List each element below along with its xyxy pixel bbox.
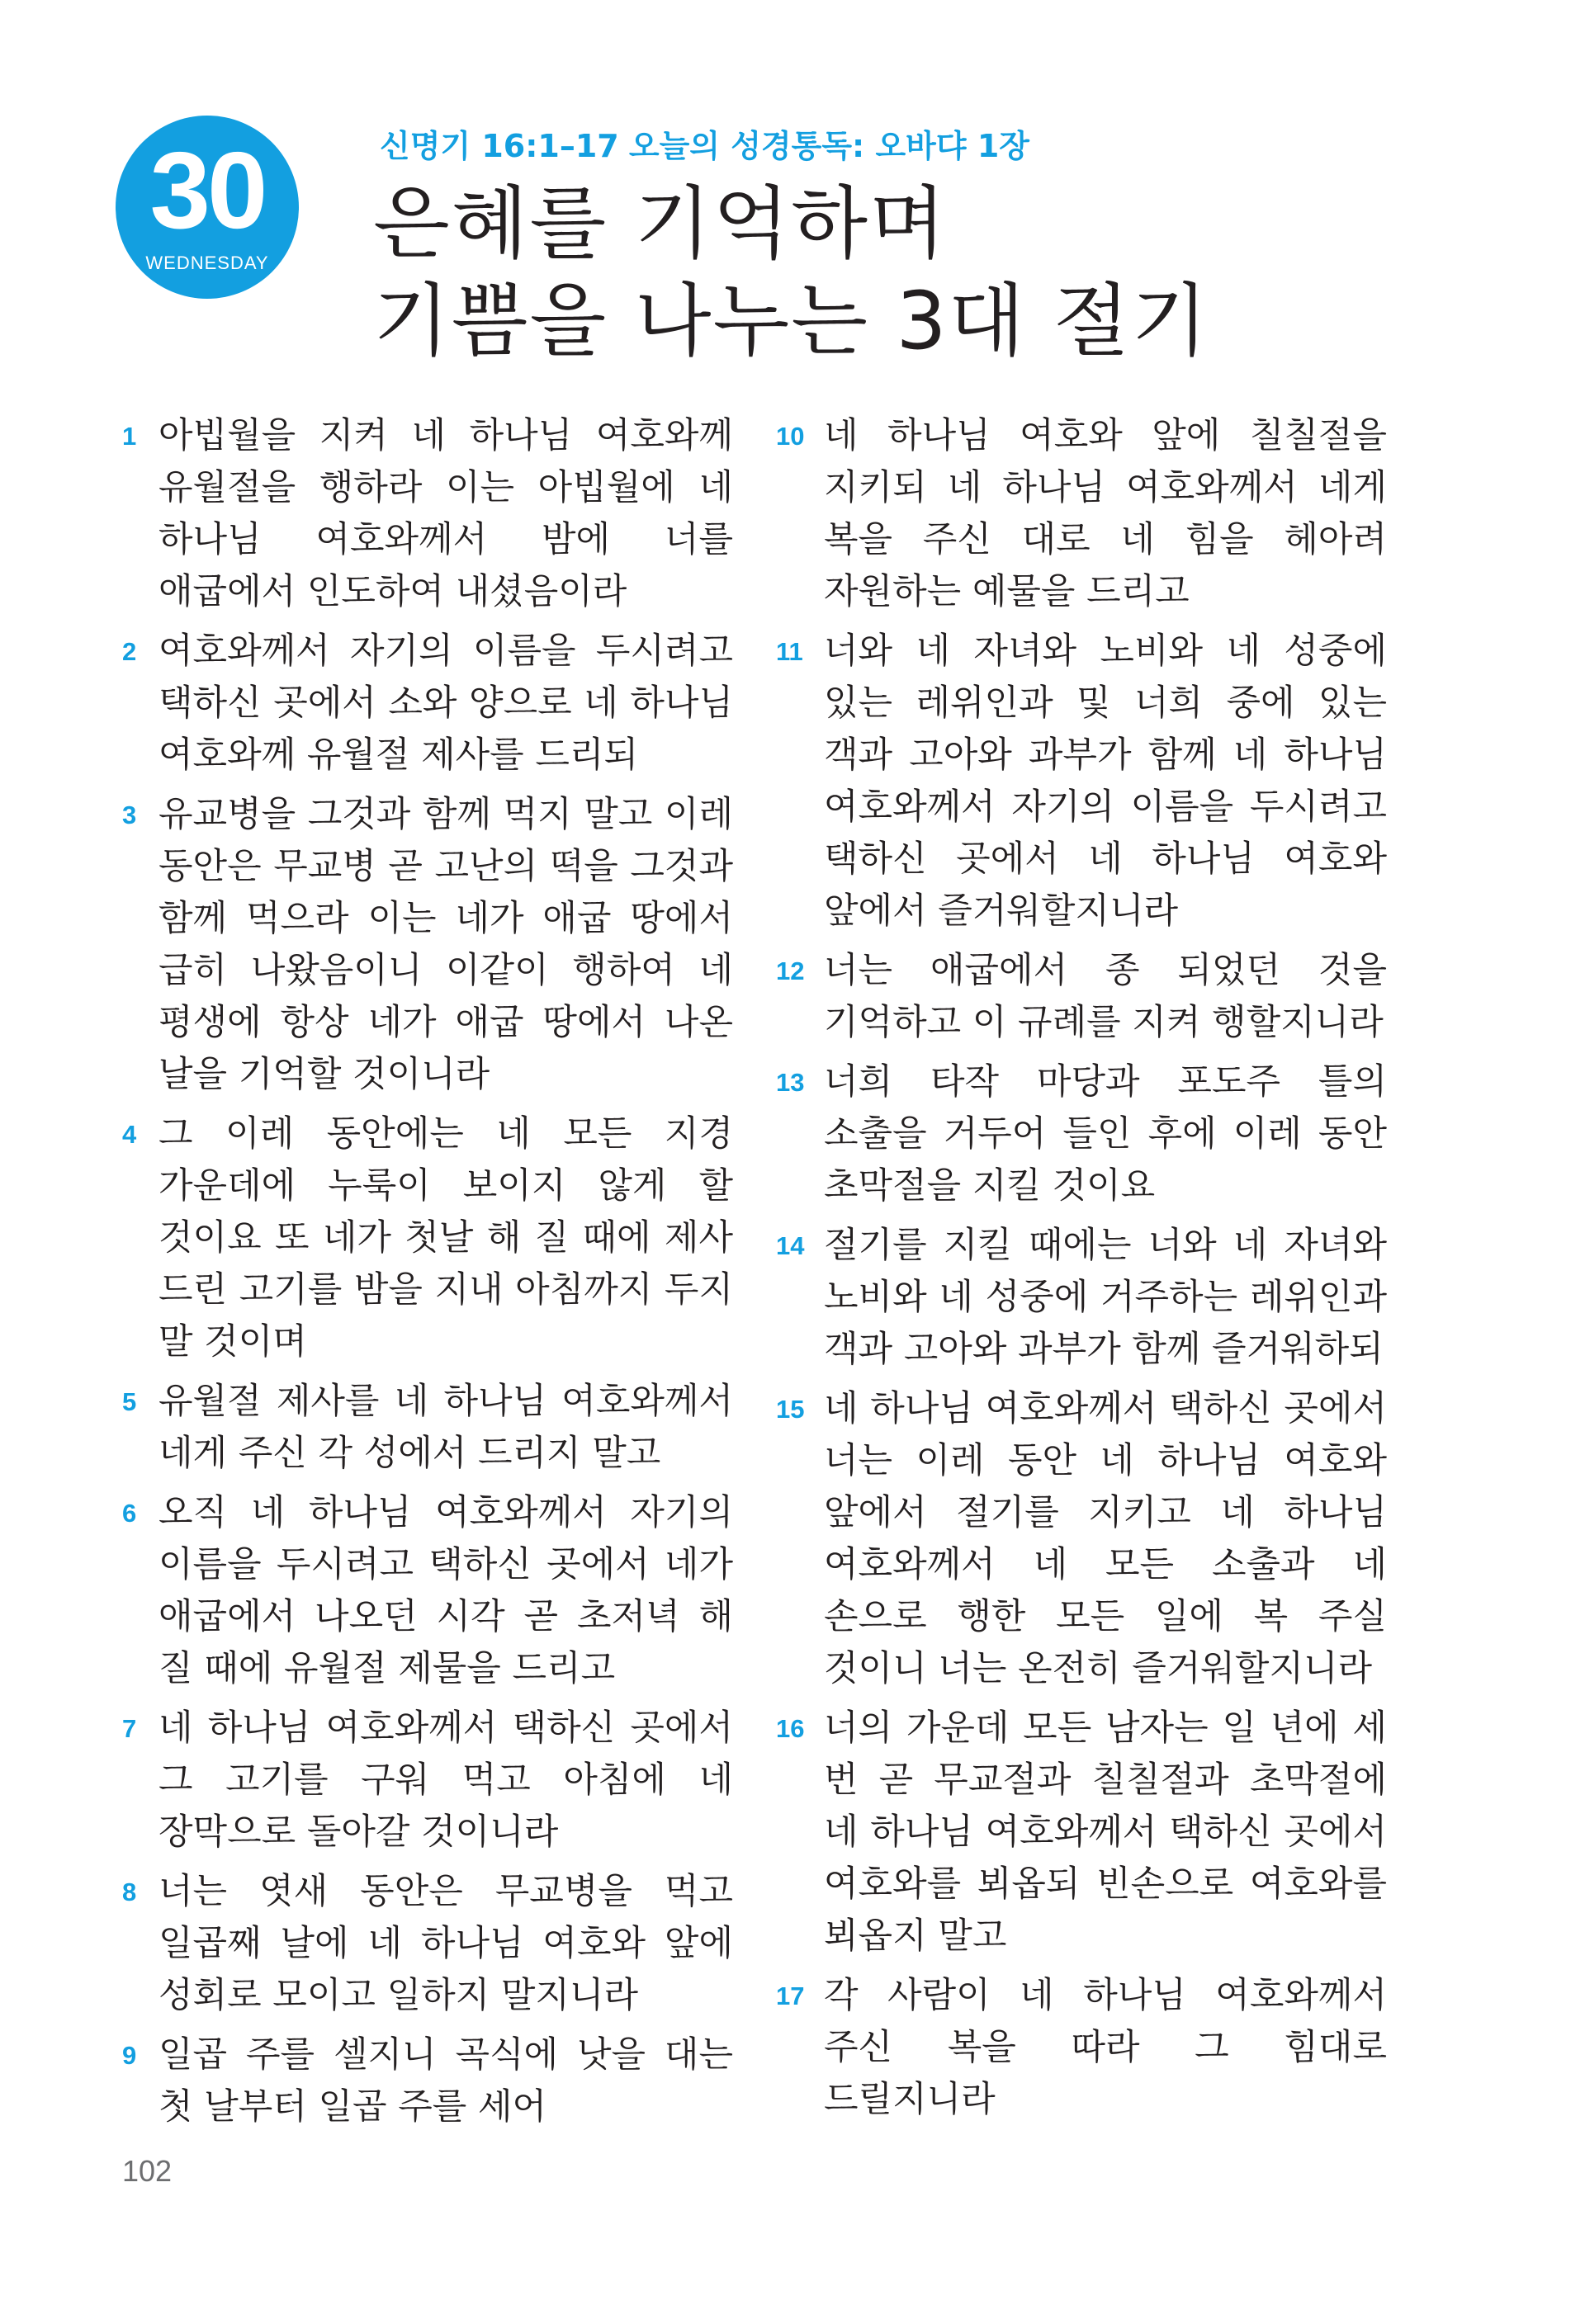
verse-number: 10: [776, 422, 805, 451]
verse-number: 14: [776, 1231, 805, 1260]
verse: [776, 1220, 1387, 1376]
verse: [122, 789, 733, 1101]
verse-text: 네 하나님 여호와께서 택하신 곳에서 너는 이레 동안 네 하나님 여호와 앞에서 절기를 지키고 네 하나님 여호와께서 네 모든 소출과 네 손으로 행한 모든 일에 복 주실 것이니 너는 온전히 즐거워할지니라: [824, 1388, 1387, 1689]
verse: [776, 1056, 1387, 1212]
verse: [776, 1970, 1387, 2126]
verse-number: 4: [122, 1120, 137, 1149]
weekday-label: WEDNESDAY: [145, 253, 269, 273]
verse: [122, 2029, 733, 2133]
verse-number: 3: [122, 801, 137, 829]
verse-text: 너의 가운데 모든 남자는 일 년에 세 번 곧 무교절과 칠칠절과 초막절에 네 하나님 여호와께서 택하신 곳에서 여호와를 뵈옵되 빈손으로 여호와를 뵈옵지 말고: [824, 1708, 1387, 1957]
verse-number: 2: [122, 637, 137, 666]
verse: [776, 1703, 1387, 1963]
verse-text: 절기를 지킬 때에는 너와 네 자녀와 노비와 네 성중에 거주하는 레위인과 객과 고아와 과부가 함께 즐거워하되: [824, 1225, 1387, 1370]
verse-text: 일곱 주를 셀지니 곡식에 낫을 대는 첫 날부터 일곱 주를 세어: [158, 2034, 733, 2128]
verse-number: 13: [776, 1068, 805, 1097]
verses-column-right: [776, 410, 1387, 2133]
verse-text: 아빕월을 지켜 네 하나님 여호와께 유월절을 행하라 이는 아빕월에 네 하나님 여호와께서 밤에 너를 애굽에서 인도하여 내셨음이라: [158, 415, 733, 612]
verse-text: 너희 타작 마당과 포도주 틀의 소출을 거두어 들인 후에 이레 동안 초막절을 지킬 것이요: [824, 1061, 1387, 1207]
verse-number: 7: [122, 1714, 137, 1743]
verse: [122, 626, 733, 782]
verse: [122, 1866, 733, 2022]
verse-number: 16: [776, 1714, 805, 1743]
title-line-2: 기쁨을 나누는 3대 절기: [373, 275, 1210, 367]
scripture-reference: 신명기 16:1–17: [380, 128, 619, 164]
title-line-1: 은혜를 기억하며: [373, 177, 948, 270]
reading-reference: [380, 126, 1029, 166]
verse-text: 여호와께서 자기의 이름을 두시려고 택하신 곳에서 소와 양으로 네 하나님 여호와께 유월절 제사를 드리되: [158, 631, 733, 776]
verse: [122, 410, 733, 618]
verse: [776, 1383, 1387, 1695]
verse-text: 너는 엿새 동안은 무교병을 먹고 일곱째 날에 네 하나님 여호와 앞에 성회로 모이고 일하지 말지니라: [158, 1871, 733, 2016]
verse-number: 8: [122, 1878, 137, 1906]
verse-number: 12: [776, 957, 805, 985]
page-number: 102: [122, 2154, 173, 2188]
verse-text: 각 사람이 네 하나님 여호와께서 주신 복을 따라 그 힘대로 드릴지니라: [824, 1975, 1387, 2120]
verse-text: 오직 네 하나님 여호와께서 자기의 이름을 두시려고 택하신 곳에서 네가 애굽에서 나오던 시각 곧 초저녁 해 질 때에 유월절 제물을 드리고: [158, 1492, 733, 1689]
verse: [776, 410, 1387, 618]
day-number: 30: [149, 130, 265, 251]
verse-text: 유교병을 그것과 함께 먹지 말고 이레 동안은 무교병 곧 고난의 떡을 그것과 함께 먹으라 이는 네가 애굽 땅에서 급히 나왔음이니 이같이 행하여 네 평생에 항상 네가 애굽 땅에서 나온 날을 기억할 것이니라: [158, 794, 733, 1095]
verse: [122, 1376, 733, 1480]
verse-number: 6: [122, 1499, 137, 1528]
verse-number: 15: [776, 1395, 805, 1424]
verse-number: 17: [776, 1982, 805, 2010]
verse-text: 네 하나님 여호와께서 택하신 곳에서 그 고기를 구워 먹고 아침에 네 장막으로 돌아갈 것이니라: [158, 1708, 733, 1853]
verse: [122, 1108, 733, 1368]
verse-text: 네 하나님 여호와 앞에 칠칠절을 지키되 네 하나님 여호와께서 네게 복을 주신 대로 네 힘을 헤아려 자원하는 예물을 드리고: [824, 415, 1387, 612]
verse: [776, 945, 1387, 1049]
verse: [122, 1487, 733, 1695]
page-title: [373, 175, 1209, 370]
verse-text: 그 이레 동안에는 네 모든 지경 가운데에 누룩이 보이지 않게 할 것이요 또 네가 첫날 해 질 때에 제사 드린 고기를 밤을 지내 아침까지 두지 말 것이며: [158, 1113, 733, 1363]
verse: [122, 1703, 733, 1859]
verse-number: 5: [122, 1387, 137, 1416]
today-reading: 오늘의 성경통독: 오바댜 1장: [628, 128, 1029, 164]
verse-text: 너와 네 자녀와 노비와 네 성중에 있는 레위인과 및 너희 중에 있는 객과 고아와 과부가 함께 네 하나님 여호와께서 자기의 이름을 두시려고 택하신 곳에서 네 하나님 여호와 앞에서 즐거워할지니라: [824, 631, 1387, 932]
verse-text: 너는 애굽에서 종 되었던 것을 기억하고 이 규례를 지켜 행할지니라: [824, 950, 1387, 1043]
verse-text: 유월절 제사를 네 하나님 여호와께서 네게 주신 각 성에서 드리지 말고: [158, 1381, 733, 1474]
day-badge: [116, 116, 299, 299]
verses-column-left: [122, 410, 733, 2141]
verse-number: 1: [122, 422, 137, 451]
verse: [776, 626, 1387, 938]
verse-number: 11: [776, 637, 803, 666]
verse-number: 9: [122, 2041, 137, 2070]
